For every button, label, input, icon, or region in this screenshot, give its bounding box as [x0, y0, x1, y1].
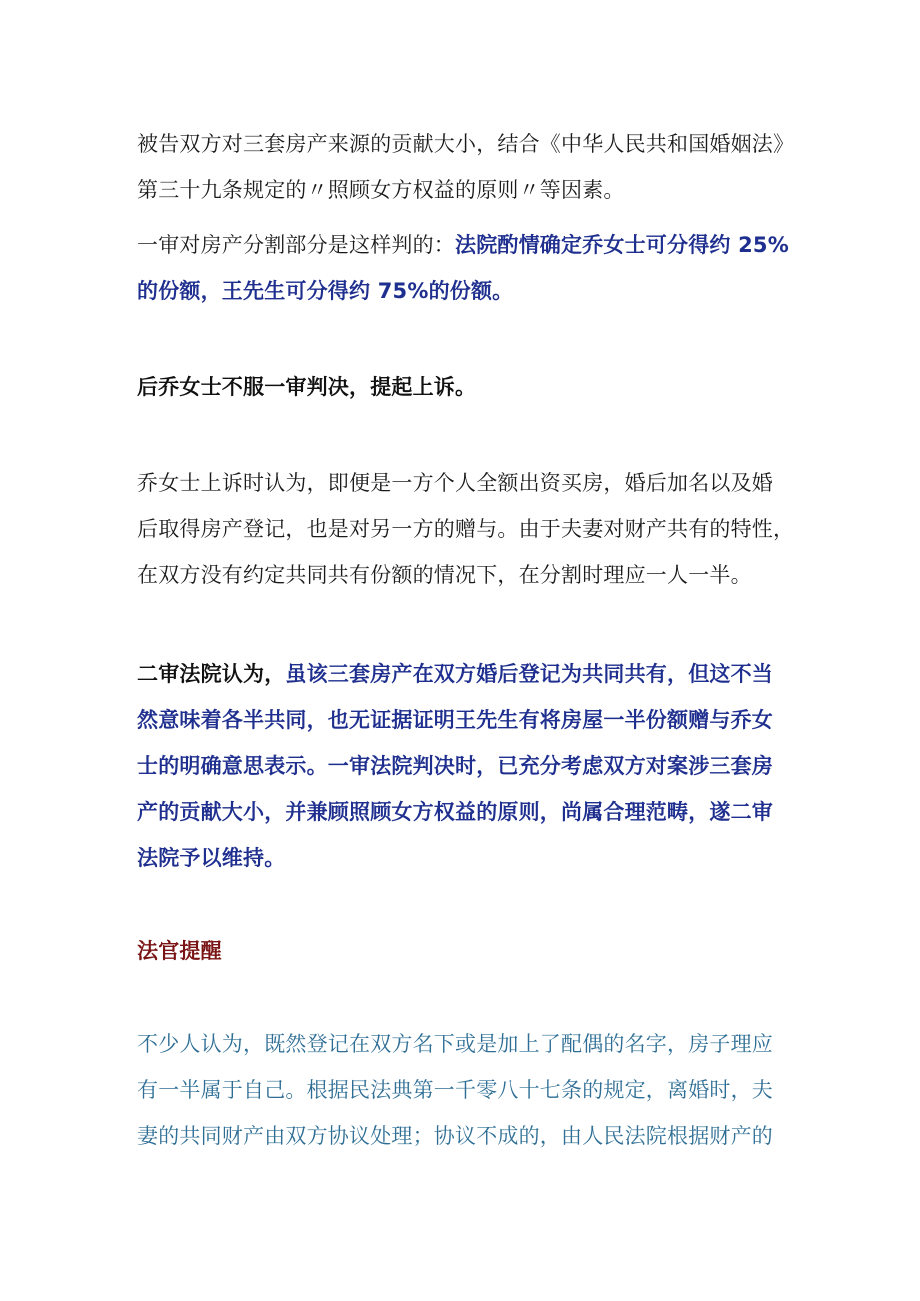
text-line: 第三十九条规定的〃照顾女方权益的原则〃等因素。 [137, 178, 625, 202]
emphasis-text: 虽该三套房产在双方婚后登记为共同共有，但这不当 [285, 662, 774, 686]
emphasis-line: 士的明确意思表示。一审法院判决时，已充分考虑双方对案涉三套房 [137, 754, 773, 778]
paragraph-second-instance [137, 651, 787, 881]
emphasis-line: 的份额，王先生可分得约 75%的份额。 [137, 279, 514, 303]
heading-text: 法官提醒 [137, 939, 222, 963]
emphasis-line: 产的贡献大小，并兼顾照顾女方权益的原则，尚属合理范畴，遂二审 [137, 800, 773, 824]
emphasis-text: 法院酌情确定乔女士可分得约 25% [455, 233, 789, 257]
lead-text: 二审法院认为， [137, 662, 286, 686]
text-line: 乔女士上诉时认为，即便是一方个人全额出资买房，婚后加名以及婚 [137, 471, 773, 495]
text-line [137, 651, 787, 697]
text-line: 有一半属于自己。根据民法典第一千零八十七条的规定，离婚时，夫 [137, 1078, 773, 1102]
text-line: 妻的共同财产由双方协议处理；协议不成的，由人民法院根据财产的 [137, 1124, 773, 1148]
section-heading [137, 928, 787, 974]
text-line [137, 222, 787, 268]
paragraph-appeal-reason [137, 460, 795, 598]
text-line: 不少人认为，既然登记在双方名下或是加上了配偶的名字，房子理应 [137, 1032, 773, 1056]
paragraph-appeal [137, 364, 787, 410]
text-line: 在双方没有约定共同共有份额的情况下，在分割时理应一人一半。 [137, 563, 752, 587]
text-line: 后乔女士不服一审判决，提起上诉。 [137, 375, 477, 399]
plain-text: 一审对房产分割部分是这样判的： [137, 233, 455, 257]
paragraph-first-instance [137, 222, 787, 314]
paragraph-contribution [137, 121, 795, 213]
emphasis-line: 然意味着各半共同，也无证据证明王先生有将房屋一半份额赠与乔女 [137, 708, 773, 732]
emphasis-line: 法院予以维持。 [137, 846, 286, 870]
paragraph-judge-reminder [137, 1021, 787, 1159]
text-line: 被告双方对三套房产来源的贡献大小，结合《中华人民共和国婚姻法》 [137, 132, 795, 156]
text-line: 后取得房产登记，也是对另一方的赠与。由于夫妻对财产共有的特性， [137, 517, 795, 541]
